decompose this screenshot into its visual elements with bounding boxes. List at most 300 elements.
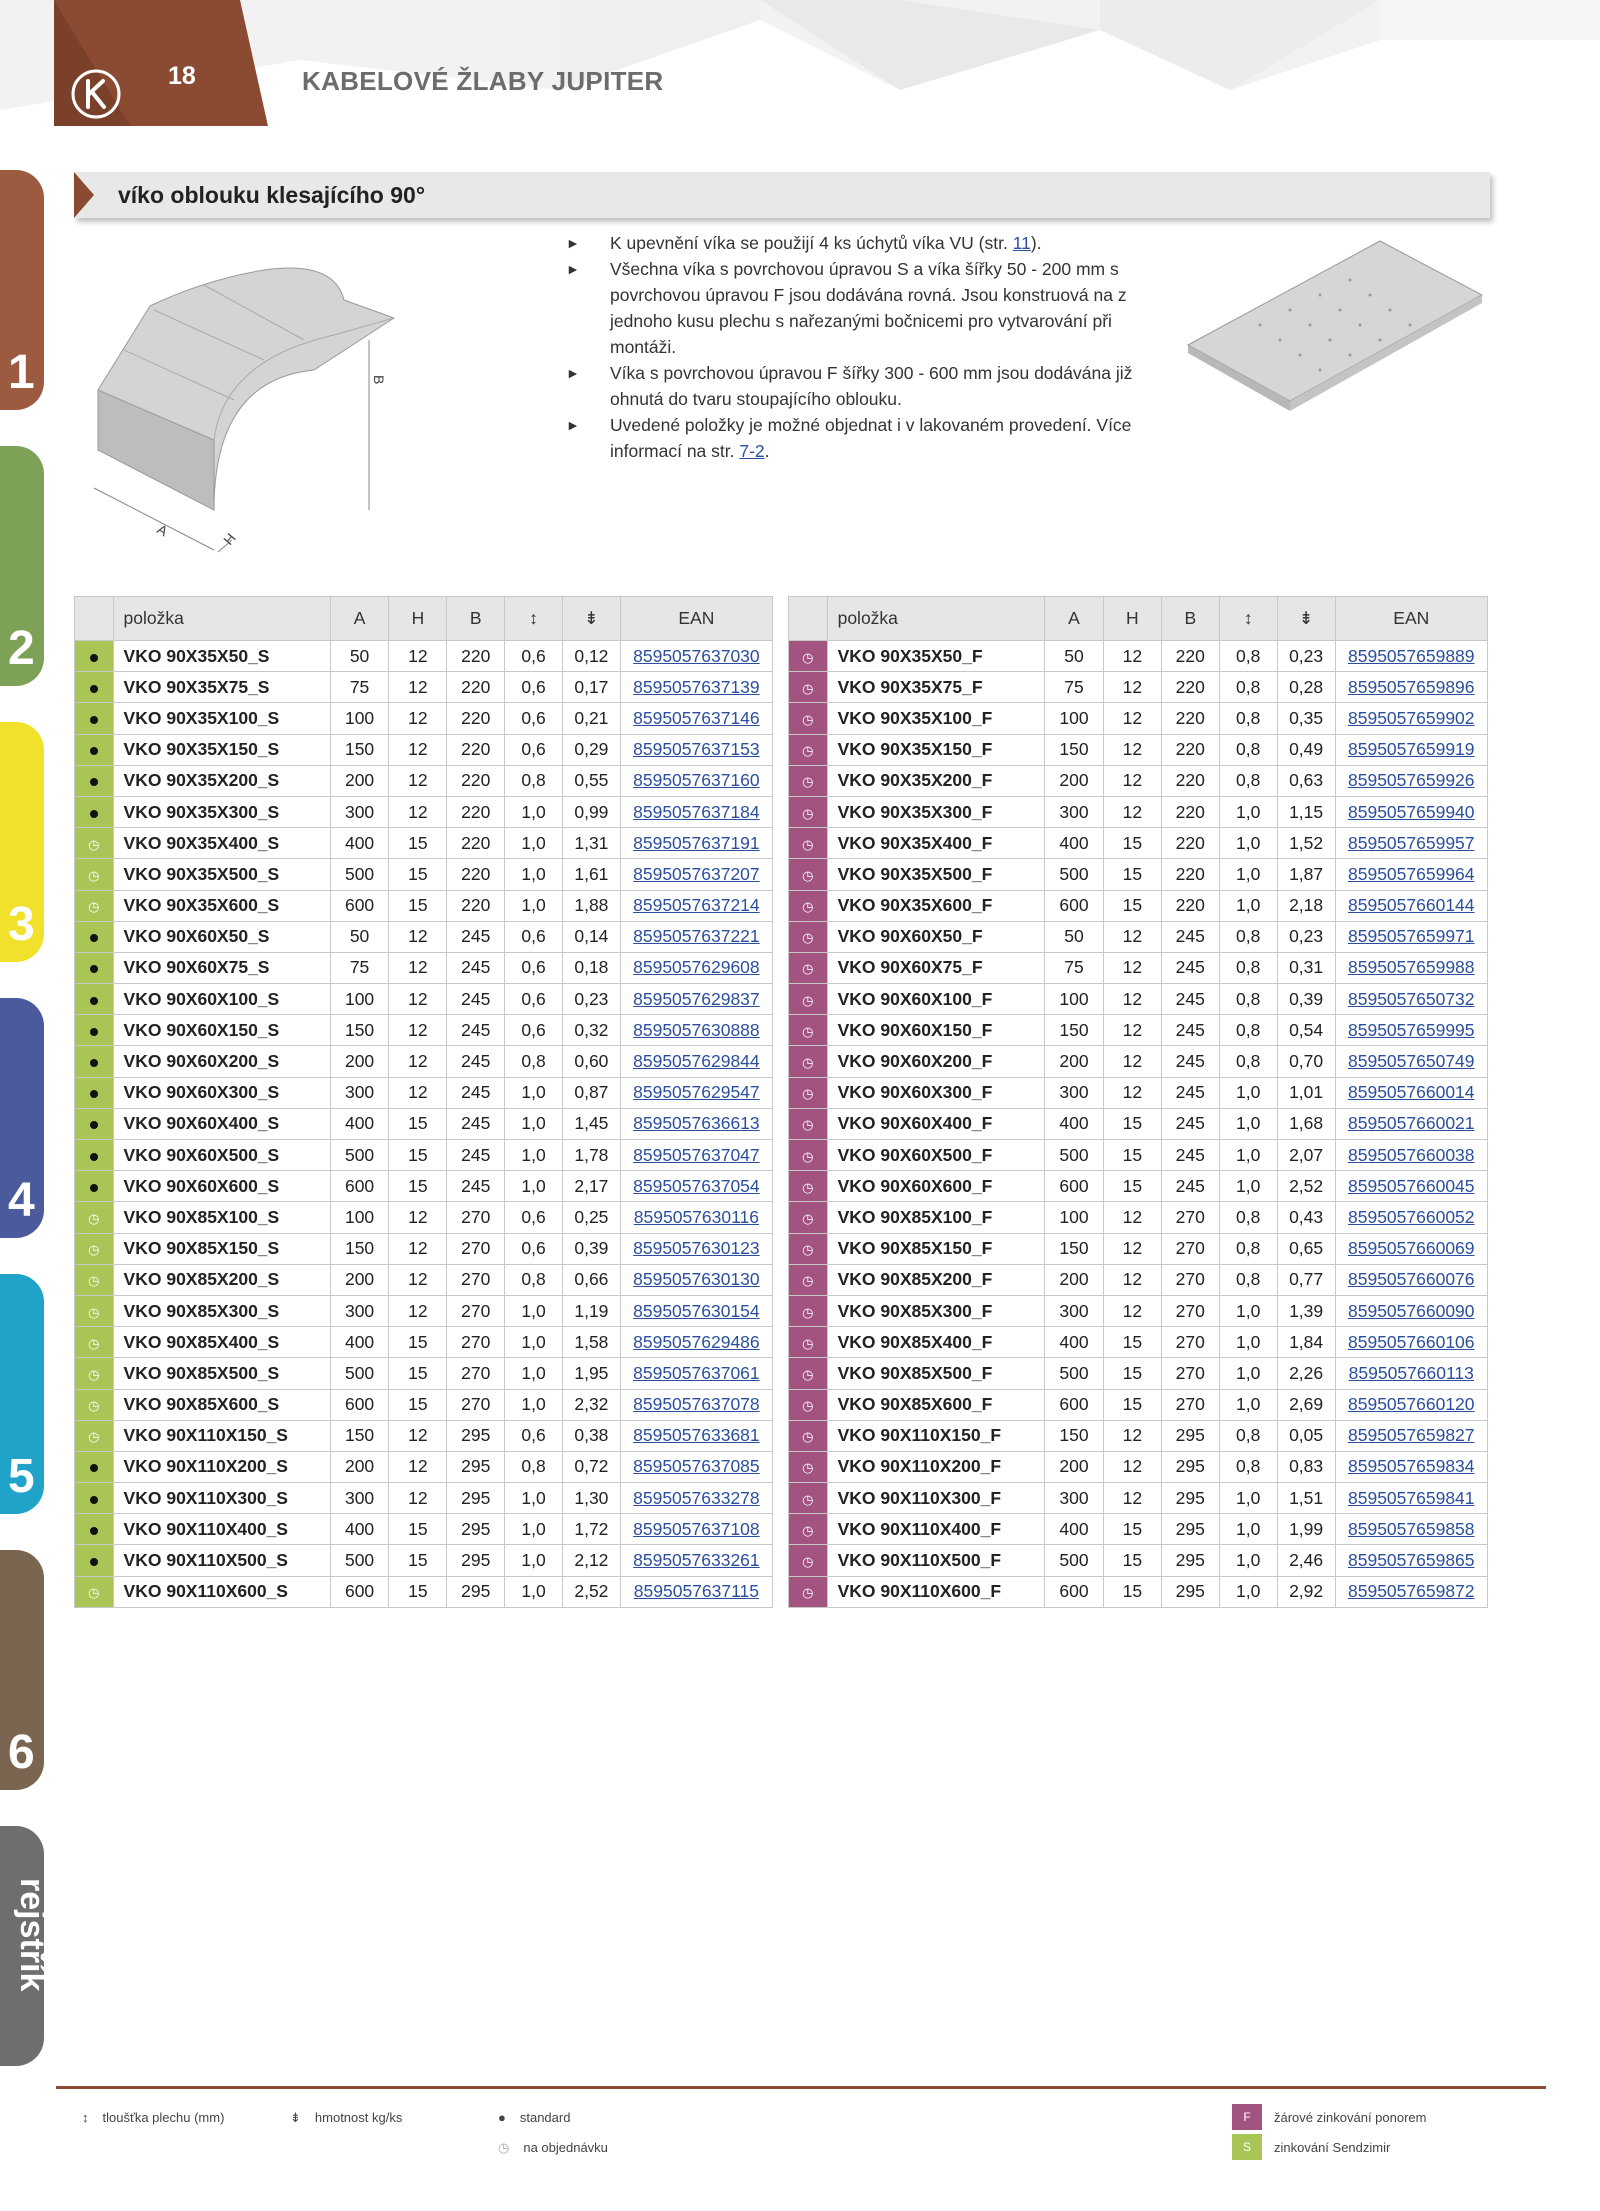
item-name: VKO 90X85X400_F [827,1327,1044,1358]
on-order-clock-icon: ◷ [789,890,828,921]
dim-b: 295 [447,1514,505,1545]
weight: 1,19 [562,1295,620,1326]
item-name: VKO 90X110X300_S [113,1483,330,1514]
bullet-item: ► K upevnění víka se použijí 4 ks úchytů víka VU (str. 11). [566,230,1166,256]
side-tab-2[interactable]: 2 [0,446,44,686]
weight: 0,21 [562,703,620,734]
dot-icon: ● [498,2110,506,2125]
ean-link[interactable]: 8595057659865 [1335,1545,1487,1576]
weight: 1,45 [562,1108,620,1139]
dim-a: 600 [330,890,389,921]
ean-link[interactable]: 8595057660021 [1335,1108,1487,1139]
standard-dot-icon [75,984,114,1015]
table-row [75,1202,773,1233]
thickness: 0,8 [1219,703,1277,734]
dim-b: 295 [447,1483,505,1514]
item-name: VKO 90X60X75_S [113,952,330,983]
dim-h: 12 [389,952,447,983]
weight: 0,23 [1277,641,1335,672]
dim-a: 500 [1045,1545,1104,1576]
weight: 0,32 [562,1015,620,1046]
item-name: VKO 90X60X400_S [113,1108,330,1139]
table-row [789,672,1488,703]
ean-link[interactable]: 8595057637047 [620,1140,772,1171]
thickness: 1,0 [505,1295,563,1326]
ean-link[interactable]: 8595057660090 [1335,1295,1487,1326]
ean-link[interactable]: 8595057633278 [620,1483,772,1514]
ean-link[interactable]: 8595057659834 [1335,1451,1487,1482]
on-order-clock-icon: ◷ [75,1295,114,1326]
weight: 0,23 [562,984,620,1015]
weight: 2,17 [562,1171,620,1202]
dim-h: 15 [1103,1576,1161,1607]
dim-h: 15 [389,1545,447,1576]
table-row [75,1015,773,1046]
thickness: 1,0 [1219,1108,1277,1139]
dim-b: 220 [447,890,505,921]
on-order-clock-icon: ◷ [789,1233,828,1264]
table-row [75,1077,773,1108]
side-tab-4[interactable]: 4 [0,998,44,1238]
dim-h: 15 [389,1358,447,1389]
ean-link[interactable]: 8595057629608 [620,952,772,983]
thickness: 1,0 [1219,859,1277,890]
item-name: VKO 90X110X500_F [827,1545,1044,1576]
item-name: VKO 90X35X600_F [827,890,1044,921]
ean-link[interactable]: 8595057630130 [620,1264,772,1295]
ean-link[interactable]: 8595057637108 [620,1514,772,1545]
dim-b: 270 [1161,1295,1219,1326]
weight: 0,43 [1277,1202,1335,1233]
item-name: VKO 90X60X400_F [827,1108,1044,1139]
triangle-right-icon: ► [566,365,580,381]
thickness: 0,8 [1219,1451,1277,1482]
ean-link[interactable]: 8595057659841 [1335,1483,1487,1514]
ean-link[interactable]: 8595057637191 [620,828,772,859]
dim-b: 270 [1161,1233,1219,1264]
dim-a: 100 [330,984,389,1015]
thickness: 0,6 [505,1233,563,1264]
item-name: VKO 90X110X200_S [113,1451,330,1482]
page-link[interactable]: 7-2 [739,441,765,461]
dim-a: 150 [330,1420,389,1451]
table-row [789,765,1488,796]
dim-h: 12 [1103,1015,1161,1046]
dim-b: 220 [447,765,505,796]
ean-link[interactable]: 8595057630888 [620,1015,772,1046]
on-order-clock-icon: ◷ [75,859,114,890]
item-name: VKO 90X85X300_F [827,1295,1044,1326]
dim-b: 295 [447,1545,505,1576]
ean-link[interactable]: 8595057660038 [1335,1140,1487,1171]
dim-a: 200 [1045,1264,1104,1295]
item-name: VKO 90X35X600_S [113,890,330,921]
dim-h: 12 [1103,1295,1161,1326]
weight: 2,12 [562,1545,620,1576]
dim-h: 15 [389,1514,447,1545]
on-order-clock-icon: ◷ [789,1483,828,1514]
table-row [789,1264,1488,1295]
weight: 2,92 [1277,1576,1335,1607]
weight: 0,72 [562,1451,620,1482]
ean-link[interactable]: 8595057637030 [620,641,772,672]
ean-link[interactable]: 8595057660106 [1335,1327,1487,1358]
ean-link[interactable]: 8595057659858 [1335,1514,1487,1545]
on-order-clock-icon: ◷ [789,1327,828,1358]
ean-link[interactable]: 8595057660069 [1335,1233,1487,1264]
on-order-clock-icon: ◷ [789,703,828,734]
weight: 1,61 [562,859,620,890]
on-order-clock-icon: ◷ [789,1295,828,1326]
ean-link[interactable]: 8595057629547 [620,1077,772,1108]
thickness: 1,0 [1219,796,1277,827]
table-row [789,952,1488,983]
weight: 0,65 [1277,1233,1335,1264]
item-name: VKO 90X35X300_S [113,796,330,827]
dim-h: 12 [1103,1202,1161,1233]
on-order-clock-icon: ◷ [789,828,828,859]
bullet-item: ► Všechna víka s povrchovou úpravou S a víka šířky 50 - 200 mm s povrchovou úpravou F jsou dodávána rovná. Jsou konstruová na z jednoho kusu plechu s nařezanými bočnicemi pro vytvarování při montáži. [566,256,1166,360]
ean-link[interactable]: 8595057629837 [620,984,772,1015]
standard-dot-icon [75,1077,114,1108]
table-row [75,1514,773,1545]
dim-a: 500 [1045,859,1104,890]
dim-a: 150 [330,1233,389,1264]
dim-h: 12 [389,641,447,672]
on-order-clock-icon: ◷ [75,1264,114,1295]
side-tab-1[interactable]: 1 [0,170,44,410]
dim-a: 600 [330,1389,389,1420]
header-weight: ⇟ [1277,597,1335,641]
ean-link[interactable]: 8595057630154 [620,1295,772,1326]
item-name: VKO 90X85X500_F [827,1358,1044,1389]
thickness: 1,0 [505,1327,563,1358]
ean-link[interactable]: 8595057637054 [620,1171,772,1202]
dim-b: 220 [447,641,505,672]
table-row [789,1576,1488,1607]
thickness: 1,0 [1219,1358,1277,1389]
thickness: 1,0 [505,890,563,921]
triangle-right-icon: ► [566,261,580,277]
product-table-s [74,596,773,1608]
table-row [75,1576,773,1607]
ean-link[interactable]: 8595057660076 [1335,1264,1487,1295]
ean-link[interactable]: 8595057659872 [1335,1576,1487,1607]
weight: 2,26 [1277,1358,1335,1389]
document-title: KABELOVÉ ŽLABY JUPITER [302,66,664,96]
dim-h: 15 [389,1171,447,1202]
item-name: VKO 90X110X150_S [113,1420,330,1451]
weight: 1,51 [1277,1483,1335,1514]
thickness: 0,8 [1219,765,1277,796]
k-logo-icon [70,68,122,120]
dim-h: 12 [1103,1264,1161,1295]
table-row [789,1483,1488,1514]
weight: 0,05 [1277,1420,1335,1451]
on-order-clock-icon: ◷ [789,1202,828,1233]
ean-link[interactable]: 8595057633681 [620,1420,772,1451]
ean-link[interactable]: 8595057660113 [1335,1358,1487,1389]
dim-b: 245 [1161,1046,1219,1077]
dim-b: 270 [447,1233,505,1264]
ean-link[interactable]: 8595057660120 [1335,1389,1487,1420]
ean-link[interactable]: 8595057637139 [620,672,772,703]
ean-link[interactable]: 8595057660144 [1335,890,1487,921]
triangle-right-icon: ► [566,235,580,251]
ean-link[interactable]: 8595057659940 [1335,796,1487,827]
page-link[interactable]: 11 [1012,233,1031,253]
dim-h: 15 [389,1389,447,1420]
weight: 0,70 [1277,1046,1335,1077]
item-name: VKO 90X35X100_S [113,703,330,734]
dim-b: 245 [1161,921,1219,952]
thickness: 0,6 [505,703,563,734]
dim-h: 12 [1103,703,1161,734]
header-item: položka [827,597,1044,641]
side-tab-3[interactable]: 3 [0,722,44,962]
dim-a: 50 [330,641,389,672]
ean-link[interactable]: 8595057629844 [620,1046,772,1077]
weight: 0,18 [562,952,620,983]
on-order-clock-icon: ◷ [789,1514,828,1545]
item-name: VKO 90X35X500_F [827,859,1044,890]
ean-link[interactable]: 8595057636613 [620,1108,772,1139]
thickness: 1,0 [1219,1327,1277,1358]
item-name: VKO 90X35X500_S [113,859,330,890]
thickness: 0,8 [1219,1046,1277,1077]
ean-link[interactable]: 8595057637061 [620,1358,772,1389]
ean-link[interactable]: 8595057659995 [1335,1015,1487,1046]
weight: 2,18 [1277,890,1335,921]
item-name: VKO 90X35X150_S [113,734,330,765]
table-row [789,859,1488,890]
dim-h: 12 [389,1233,447,1264]
dim-a: 150 [330,734,389,765]
dim-a: 500 [330,1545,389,1576]
item-name: VKO 90X85X100_F [827,1202,1044,1233]
ean-link[interactable]: 8595057659896 [1335,672,1487,703]
ean-link[interactable]: 8595057650749 [1335,1046,1487,1077]
thickness: 1,0 [505,859,563,890]
table-row [789,641,1488,672]
on-order-clock-icon: ◷ [75,1202,114,1233]
thickness: 1,0 [505,1576,563,1607]
thickness: 0,8 [1219,1015,1277,1046]
dim-b: 220 [1161,796,1219,827]
table-row [789,1420,1488,1451]
thickness: 0,8 [1219,984,1277,1015]
dim-h: 12 [1103,672,1161,703]
ean-link[interactable]: 8595057637153 [620,734,772,765]
ean-link[interactable]: 8595057630123 [620,1233,772,1264]
dim-b: 270 [1161,1389,1219,1420]
dim-a: 600 [1045,1171,1104,1202]
dimension-h-label: H [220,529,239,548]
dim-a: 100 [1045,703,1104,734]
ean-link[interactable]: 8595057660045 [1335,1171,1487,1202]
weight: 2,52 [562,1576,620,1607]
header-b: B [447,597,505,641]
item-name: VKO 90X85X300_S [113,1295,330,1326]
ean-link[interactable]: 8595057659957 [1335,828,1487,859]
dim-b: 245 [1161,1077,1219,1108]
clock-icon: ◷ [498,2140,510,2155]
ean-link[interactable]: 8595057659889 [1335,641,1487,672]
dim-b: 295 [447,1451,505,1482]
thickness: 1,0 [1219,1295,1277,1326]
ean-link[interactable]: 8595057637115 [620,1576,772,1607]
ean-link[interactable]: 8595057637207 [620,859,772,890]
item-name: VKO 90X110X300_F [827,1483,1044,1514]
on-order-clock-icon: ◷ [789,1171,828,1202]
on-order-clock-icon: ◷ [75,1233,114,1264]
ean-link[interactable]: 8595057630116 [620,1202,772,1233]
dim-a: 100 [330,703,389,734]
standard-dot-icon [75,1108,114,1139]
thickness: 0,6 [505,952,563,983]
ean-link[interactable]: 8595057637085 [620,1451,772,1482]
ean-link[interactable]: 8595057637146 [620,703,772,734]
dim-h: 12 [1103,1077,1161,1108]
dim-h: 12 [389,1420,447,1451]
ean-link[interactable]: 8595057637160 [620,765,772,796]
thickness: 1,0 [505,1389,563,1420]
header-thickness: ↕ [505,597,563,641]
item-name: VKO 90X60X50_S [113,921,330,952]
ean-link[interactable]: 8595057659926 [1335,765,1487,796]
ean-link[interactable]: 8595057660014 [1335,1077,1487,1108]
side-tab-5[interactable]: 5 [0,1274,44,1514]
dim-h: 15 [389,1140,447,1171]
item-name: VKO 90X60X150_S [113,1015,330,1046]
thickness: 0,8 [1219,1233,1277,1264]
dim-a: 150 [1045,1420,1104,1451]
dim-b: 220 [1161,641,1219,672]
on-order-clock-icon: ◷ [75,1358,114,1389]
ean-link[interactable]: 8595057637214 [620,890,772,921]
dim-a: 50 [1045,641,1104,672]
dim-a: 400 [1045,1327,1104,1358]
weight: 1,99 [1277,1514,1335,1545]
dim-a: 200 [330,1046,389,1077]
dim-a: 300 [330,1295,389,1326]
on-order-clock-icon: ◷ [789,1358,828,1389]
table-row [75,1545,773,1576]
thickness: 0,8 [1219,641,1277,672]
item-name: VKO 90X35X200_F [827,765,1044,796]
dim-h: 12 [1103,765,1161,796]
dim-b: 295 [1161,1545,1219,1576]
thickness: 0,6 [505,734,563,765]
header-ean: EAN [1335,597,1487,641]
weight: 0,55 [562,765,620,796]
dim-a: 500 [1045,1140,1104,1171]
dim-h: 12 [389,1077,447,1108]
thickness: 0,8 [505,1451,563,1482]
on-order-clock-icon: ◷ [75,1327,114,1358]
dim-b: 220 [447,672,505,703]
dim-a: 600 [330,1576,389,1607]
thickness: 0,8 [1219,1420,1277,1451]
dim-h: 12 [389,1483,447,1514]
dim-h: 12 [389,765,447,796]
legend-thickness: ↕ tloušťka plechu (mm) [82,2110,225,2125]
ean-link[interactable]: 8595057637221 [620,921,772,952]
side-tab-rejstrik[interactable]: rejstřík [0,1826,44,2066]
table-row [789,796,1488,827]
dim-a: 75 [330,672,389,703]
on-order-clock-icon: ◷ [789,1140,828,1171]
ean-link[interactable]: 8595057659827 [1335,1420,1487,1451]
ean-link[interactable]: 8595057659919 [1335,734,1487,765]
item-name: VKO 90X110X600_F [827,1576,1044,1607]
ean-link[interactable]: 8595057637078 [620,1389,772,1420]
on-order-clock-icon: ◷ [75,1576,114,1607]
on-order-clock-icon: ◷ [789,734,828,765]
on-order-clock-icon: ◷ [789,1389,828,1420]
dim-a: 400 [1045,1108,1104,1139]
dim-b: 245 [1161,984,1219,1015]
ean-link[interactable]: 8595057633261 [620,1545,772,1576]
ean-link[interactable]: 8595057650732 [1335,984,1487,1015]
dim-b: 220 [1161,890,1219,921]
dim-b: 295 [447,1420,505,1451]
thickness: 0,6 [505,1015,563,1046]
ean-link[interactable]: 8595057637184 [620,796,772,827]
dim-h: 12 [389,1295,447,1326]
ean-link[interactable]: 8595057659971 [1335,921,1487,952]
dim-h: 12 [389,1451,447,1482]
item-name: VKO 90X35X400_S [113,828,330,859]
ean-link[interactable]: 8595057629486 [620,1327,772,1358]
ean-link[interactable]: 8595057659988 [1335,952,1487,983]
header-h: H [1103,597,1161,641]
dim-h: 12 [389,672,447,703]
weight: 0,66 [562,1264,620,1295]
weight: 1,30 [562,1483,620,1514]
dim-h: 12 [1103,1420,1161,1451]
on-order-clock-icon: ◷ [789,984,828,1015]
standard-dot-icon [75,952,114,983]
weight: 0,35 [1277,703,1335,734]
item-name: VKO 90X85X600_S [113,1389,330,1420]
dim-a: 75 [1045,952,1104,983]
side-tab-6[interactable]: 6 [0,1550,44,1790]
ean-link[interactable]: 8595057660052 [1335,1202,1487,1233]
table-row [789,890,1488,921]
dim-a: 300 [330,1483,389,1514]
legend-f: žárové zinkování ponorem [1274,2110,1427,2125]
item-name: VKO 90X35X75_F [827,672,1044,703]
table-row [75,1327,773,1358]
thickness: 1,0 [505,1140,563,1171]
on-order-clock-icon: ◷ [789,1077,828,1108]
ean-link[interactable]: 8595057659964 [1335,859,1487,890]
weight: 2,52 [1277,1171,1335,1202]
dim-h: 15 [1103,1327,1161,1358]
weight: 1,95 [562,1358,620,1389]
item-name: VKO 90X85X600_F [827,1389,1044,1420]
on-order-clock-icon: ◷ [75,828,114,859]
thickness: 1,0 [1219,1140,1277,1171]
on-order-clock-icon: ◷ [789,1545,828,1576]
ean-link[interactable]: 8595057659902 [1335,703,1487,734]
dim-h: 15 [1103,1358,1161,1389]
item-name: VKO 90X60X100_F [827,984,1044,1015]
item-name: VKO 90X35X100_F [827,703,1044,734]
weight: 1,88 [562,890,620,921]
weight: 0,17 [562,672,620,703]
